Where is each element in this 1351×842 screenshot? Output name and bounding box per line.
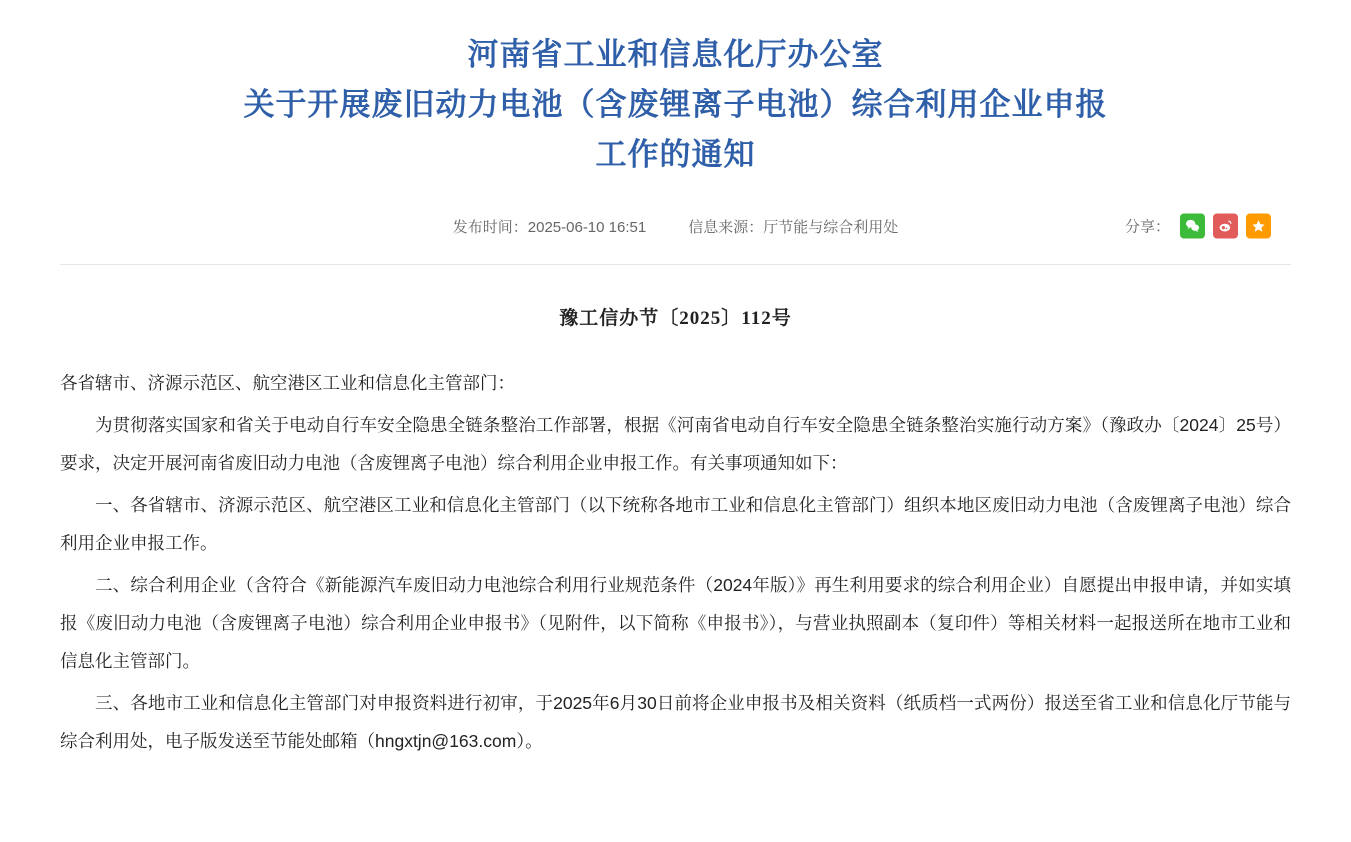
- info-source: [688, 216, 898, 237]
- meta-center-group: [453, 216, 898, 237]
- body-paragraph-4: 二、综合利用企业（含符合《新能源汽车废旧动力电池综合利用行业规范条件（2024年版）》再生利用要求的综合利用企业）自愿提出申报申请，并如实填报《废旧动力电池（含废锂离子电池）综合利用企业申报书》（见附件，以下简称《申报书》），与营业执照副本（复印件）等相关材料一起报送所在地市工业和信息化主管部门。: [60, 575, 1291, 671]
- title-line-1: 河南省工业和信息化厅办公室: [467, 37, 884, 72]
- weibo-share-icon[interactable]: [1213, 214, 1238, 239]
- title-line-3: 工作的通知: [595, 137, 756, 172]
- body-paragraph-2: 为贯彻落实国家和省关于电动自行车安全隐患全链条整治工作部署，根据《河南省电动自行车安全隐患全链条整治实施行动方案》（豫政办〔2024〕25号）要求，决定开展河南省废旧动力电池（含废锂离子电池）综合利用企业申报工作。有关事项通知如下：: [60, 415, 1291, 473]
- body-paragraph-1: 各省辖市、济源示范区、航空港区工业和信息化主管部门：: [60, 373, 515, 393]
- share-label: 分享：: [1124, 218, 1170, 236]
- publish-time: [453, 216, 646, 237]
- body-paragraph-5: 三、各地市工业和信息化主管部门对申报资料进行初审，于2025年6月30日前将企业申报书及相关资料（纸质档一式两份）报送至省工业和信息化厅节能与综合利用处，电子版发送至节能处邮箱（hngxtjn@163.com）。: [60, 693, 1291, 751]
- publish-time-value: 2025-06-10 16:51: [527, 218, 647, 236]
- document-number: 豫工信办节〔2025〕112号: [559, 308, 792, 329]
- favorite-share-icon[interactable]: [1246, 214, 1271, 239]
- info-source-label: 信息来源：: [688, 218, 764, 236]
- document-title: [140, 30, 1211, 180]
- publish-time-label: 发布时间：: [452, 218, 528, 236]
- header-divider: [60, 264, 1291, 265]
- wechat-share-icon[interactable]: [1180, 214, 1205, 239]
- article-meta: [0, 206, 1351, 246]
- page-title: [0, 0, 1351, 180]
- info-source-value: 厅节能与综合利用处: [763, 218, 899, 236]
- document-body: [0, 364, 1351, 804]
- body-paragraph-3: 一、各省辖市、济源示范区、航空港区工业和信息化主管部门（以下统称各地市工业和信息化主管部门）组织本地区废旧动力电池（含废锂离子电池）综合利用企业申报工作。: [60, 495, 1291, 553]
- title-line-2: 关于开展废旧动力电池（含废锂离子电池）综合利用企业申报: [243, 87, 1108, 122]
- share-area: [1125, 214, 1271, 239]
